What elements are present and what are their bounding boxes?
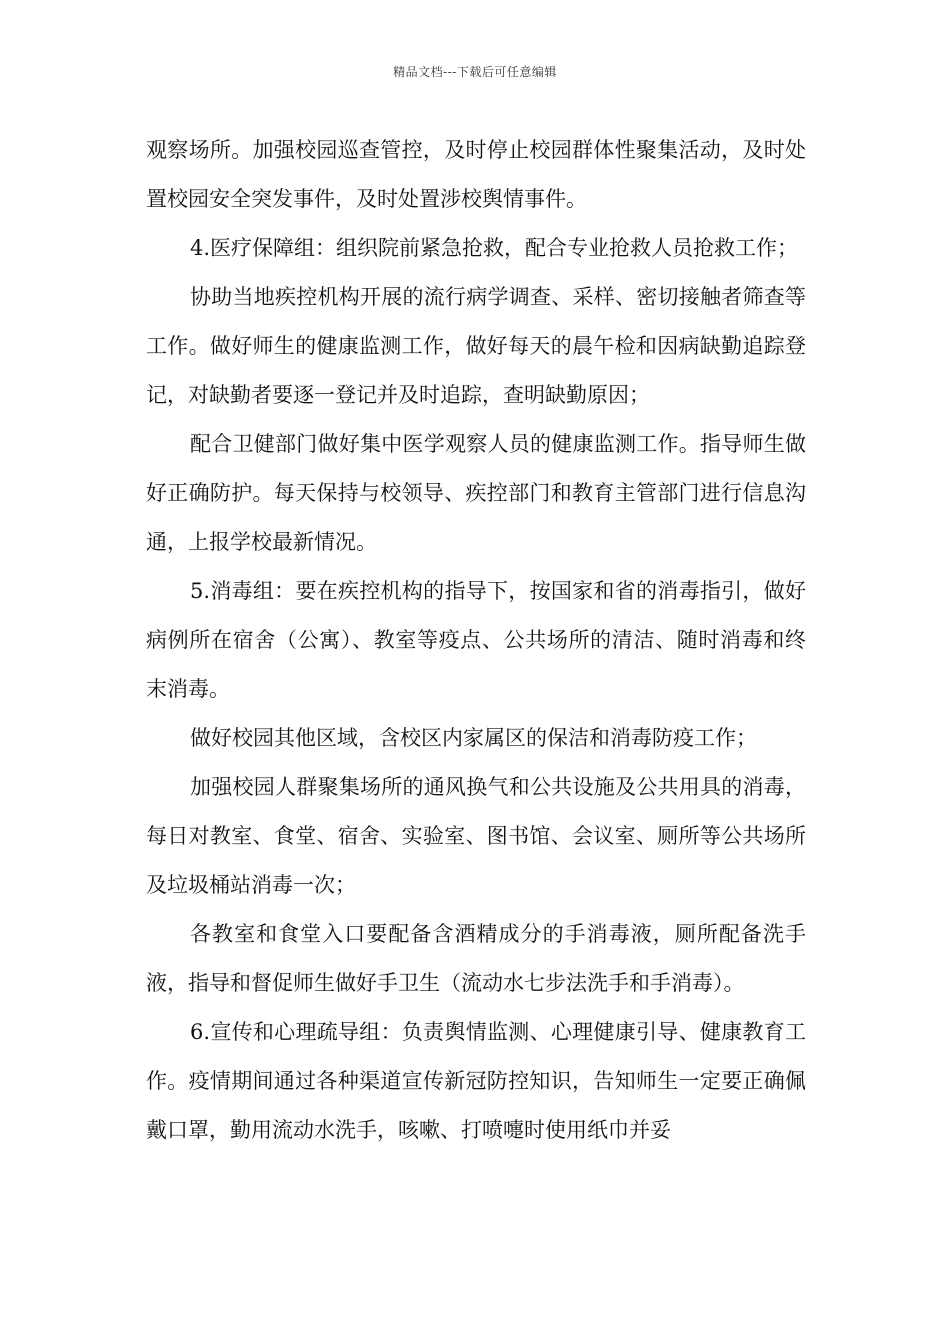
- paragraph-medical-group: 4.医疗保障组：组织院前紧急抢救，配合专业抢救人员抢救工作；: [190, 236, 799, 260]
- paragraph-publicity-group: 6.宣传和心理疏导组：负责舆情监测、心理健康引导、健康教育工作。疫情期间通过各种渠道宣传新冠防控知识，告知师生一定要正确佩戴口罩，勤用流动水洗手，咳嗽、打喷嚏时使用纸巾并妥: [146, 1020, 806, 1142]
- paragraph-health-monitoring: 配合卫健部门做好集中医学观察人员的健康监测工作。指导师生做好正确防护。每天保持与校领导、疾控部门和教育主管部门进行信息沟通，上报学校最新情况。: [146, 432, 806, 554]
- document-body: [146, 126, 806, 1155]
- page-header: 精品文档---下载后可任意编辑: [393, 65, 557, 79]
- paragraph-epidemiology: 协助当地疾控机构开展的流行病学调查、采样、密切接触者筛查等工作。做好师生的健康监测工作，做好每天的晨午检和因病缺勤追踪登记，对缺勤者要逐一登记并及时追踪，查明缺勤原因；: [146, 285, 806, 407]
- paragraph-campus-cleaning: 做好校园其他区域，含校区内家属区的保洁和消毒防疫工作；: [190, 726, 757, 750]
- paragraph-continuation: 观察场所。加强校园巡查管控，及时停止校园群体性聚集活动，及时处置校园安全突发事件，及时处置涉校舆情事件。: [146, 138, 806, 211]
- paragraph-hand-hygiene: 各教室和食堂入口要配备含酒精成分的手消毒液，厕所配备洗手液，指导和督促师生做好手卫生（流动水七步法洗手和手消毒）。: [146, 922, 806, 995]
- paragraph-ventilation: 加强校园人群聚集场所的通风换气和公共设施及公共用具的消毒，每日对教室、食堂、宿舍、实验室、图书馆、会议室、厕所等公共场所及垃圾桶站消毒一次；: [146, 775, 806, 897]
- paragraph-disinfection-group: 5.消毒组：要在疾控机构的指导下，按国家和省的消毒指引，做好病例所在宿舍（公寓）、教室等疫点、公共场所的清洁、随时消毒和终末消毒。: [146, 579, 806, 701]
